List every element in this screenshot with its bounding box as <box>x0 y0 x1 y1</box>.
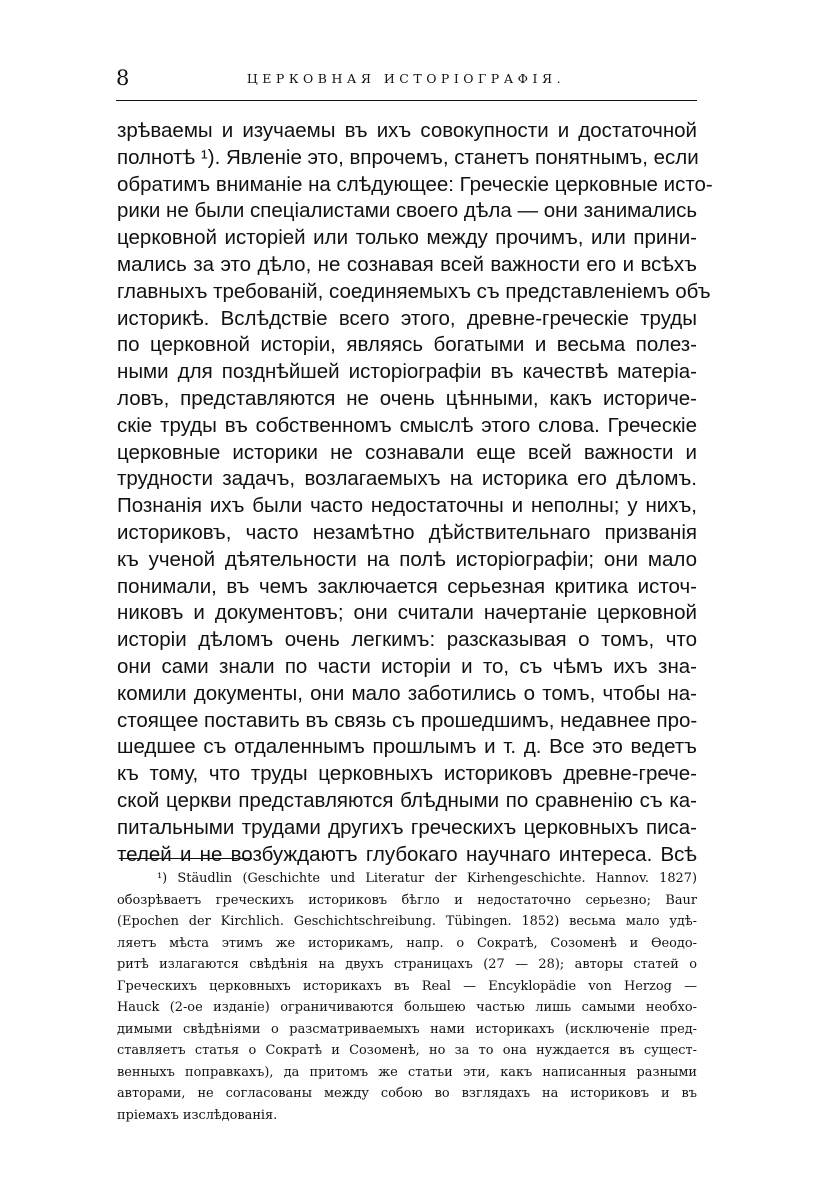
footnote-line: (Epochen der Kirchlich. Geschichtschreibung. Tübingen. 1852) весьма мало удѣ- <box>117 914 697 929</box>
text-line: Познанія ихъ были часто недостаточны и неполны; у нихъ, <box>117 494 697 518</box>
text-line: къ ученой дѣятельности на полѣ исторіографіи; они мало <box>117 547 697 571</box>
footnote-line: ставляетъ статья о Сократѣ и Созоменѣ, но за то она нуждается въ сущест- <box>117 1043 697 1058</box>
text-line: церковной исторіей или только между прочимъ, или прини- <box>117 226 697 250</box>
text-line: рики не были спеціалистами своего дѣла — они занимались <box>117 199 697 223</box>
text-line: историкѣ. Вслѣдствіе всего этого, древне-греческіе труды <box>117 306 697 330</box>
text-line: стоящее поставить въ связь съ прошедшимъ, недавнее про- <box>117 708 698 732</box>
footnote-line: Hauck (2-ое изданіе) ограничиваются большею частью лишь самыми необхо- <box>117 1000 697 1015</box>
text-line: скіе труды въ собственномъ смыслѣ этого слова. Греческіе <box>117 413 697 437</box>
footnote-line: димыми свѣдѣніями о разсматриваемыхъ нами историкахъ (исключеніе пред- <box>117 1021 697 1037</box>
footnote-line: ¹) Stäudlin (Geschichte und Literatur der Kirhengeschichte. Hannov. 1827) <box>157 871 697 886</box>
footnote-rule <box>119 858 252 859</box>
text-line: по церковной исторіи, являясь богатыми и весьма полез- <box>117 333 697 357</box>
main-text <box>117 118 713 868</box>
footnote-line: венныхъ поправкахъ), да притомъ же статьи эти, какъ написанныя разными <box>117 1064 697 1080</box>
text-line: историковъ, часто незамѣтно дѣйствительнаго призванія <box>117 520 697 544</box>
footnote-line: Греческихъ церковныхъ историкахъ въ Real — Encyklopädie von Herzog — <box>117 978 697 994</box>
text-line: питальными трудами другихъ греческихъ церковныхъ писа- <box>117 815 697 839</box>
text-line: обратимъ вниманіе на слѣдующее: Греческіе церковные исто- <box>117 172 713 196</box>
text-line: ными для позднѣйшей исторіографіи въ качествѣ матеріа- <box>117 360 697 384</box>
text-line: мались за это дѣло, не сознавая всей важности его и всѣхъ <box>117 252 697 276</box>
text-line: церковные историки не сознавали еще всей важности и <box>117 440 697 464</box>
text-line: зрѣваемы и изучаемы въ ихъ совокупности и достаточной <box>117 119 697 142</box>
footnote-line: пріемахъ изслѣдованія. <box>117 1107 278 1123</box>
text-line: ловъ, представляются не очень цѣнными, какъ историче- <box>117 386 697 410</box>
header-rule <box>116 100 697 101</box>
text-line: исторіи дѣломъ очень легкимъ: разсказывая о томъ, что <box>117 628 697 652</box>
text-line: понимали, въ чемъ заключается серьезная критика источ- <box>117 574 697 598</box>
text-line: къ тому, что труды церковныхъ историковъ древне-грече- <box>117 762 697 786</box>
footnote-line: обозрѣваетъ греческихъ историковъ бѣгло и недостаточно серьезно; Baur <box>117 892 697 908</box>
page-header <box>116 64 696 94</box>
text-line: телей и не возбуждаютъ глубокаго научнаго интереса. Всѣ <box>117 842 697 866</box>
text-line: трудности задачъ, возлагаемыхъ на историка его дѣломъ. <box>117 467 697 491</box>
footnote <box>117 868 697 1126</box>
text-line: полнотѣ ¹). Явленіе это, впрочемъ, станетъ понятнымъ, если <box>117 145 699 169</box>
footnote-line: ритѣ излагаются свѣдѣнія на двухъ страницахъ (27 — 28); авторы статей о <box>117 957 697 972</box>
text-line: комили документы, они мало заботились о томъ, чтобы на- <box>117 681 697 705</box>
text-line: никовъ и документовъ; они считали начертаніе церковной <box>117 601 697 625</box>
text-line: они сами знали по части исторіи и то, съ чѣмъ ихъ зна- <box>117 654 697 678</box>
text-line: ской церкви представляются блѣдными по сравненію съ ка- <box>117 788 697 812</box>
running-title: ЦЕРКОВНАЯ ИСТОРІОГРАФІЯ. <box>246 71 566 86</box>
text-line: шедшее съ отдаленнымъ прошлымъ и т. д. Все это ведетъ <box>117 735 697 759</box>
text-line: главныхъ требованій, соединяемыхъ съ представленіемъ объ <box>117 279 711 303</box>
page-number: 8 <box>116 66 130 90</box>
footnote-line: авторами, не согласованы между собою во взглядахъ на историковъ и въ <box>117 1086 697 1101</box>
footnote-line: ляетъ мѣста этимъ же историкамъ, напр. о Сократѣ, Созоменѣ и Ѳеодо- <box>117 935 697 951</box>
